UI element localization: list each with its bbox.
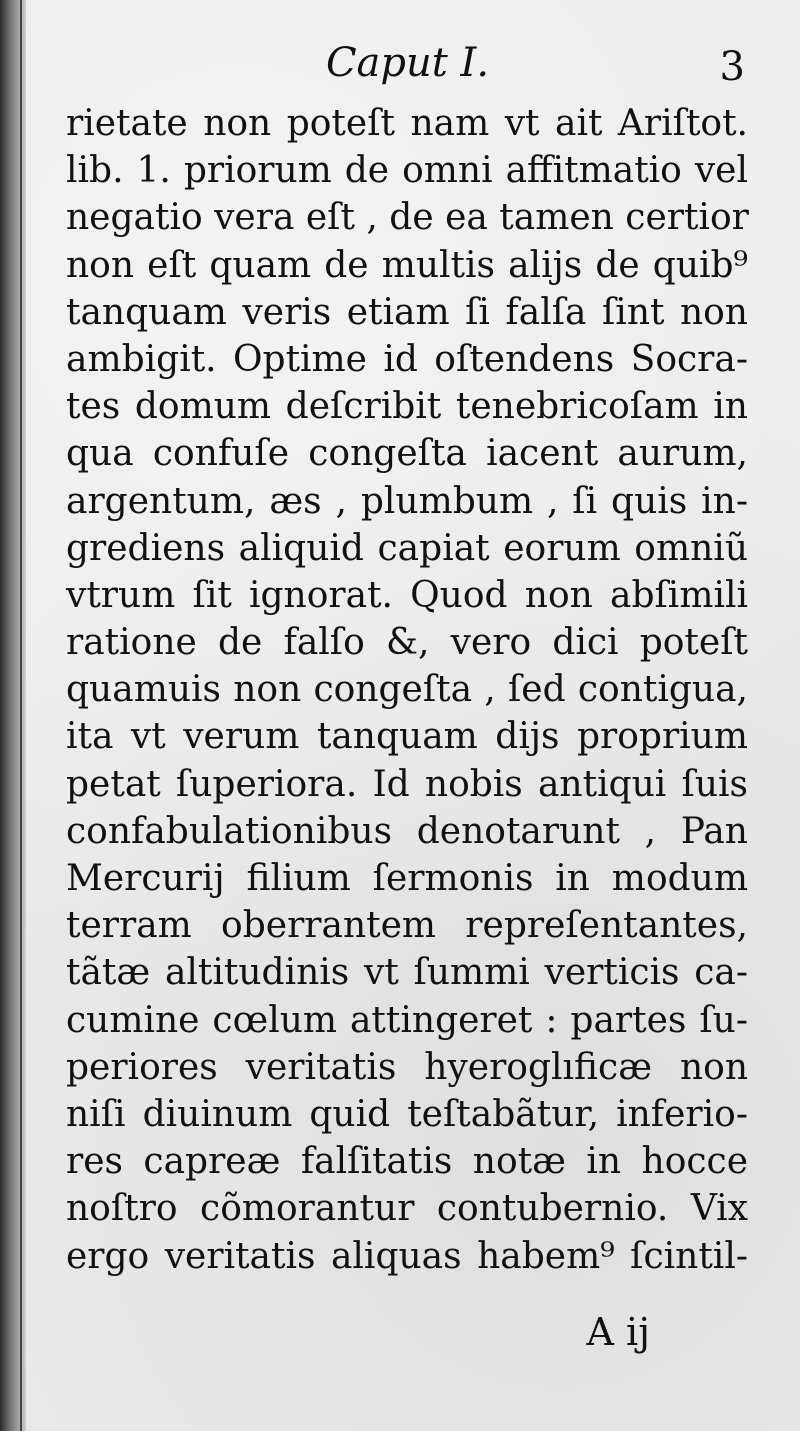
text-line: petat ſuperiora. Id nobis antiqui ſuis	[66, 763, 748, 805]
text-line: niſi diuinum quid teſtabãtur, inferio-	[66, 1093, 748, 1135]
body-text	[66, 100, 748, 1280]
running-head: Caput I.	[325, 40, 490, 86]
text-line: ergo veritatis aliquas habem⁹ ſcintil-	[66, 1235, 748, 1277]
signature-mark: A ij	[586, 1310, 650, 1354]
text-line: tes domum deſcribit tenebricoſam in	[66, 386, 748, 428]
text-line: rietate non poteſt nam vt ait Ariſtot.	[66, 103, 748, 144]
text-line: noſtro cõmorantur contubernio. Vix	[66, 1188, 748, 1230]
text-line: qua confuſe congeſta iacent aurum,	[66, 433, 748, 475]
text-line: quamuis non congeſta , ſed contigua,	[66, 669, 748, 711]
text-line: lib. 1. priorum de omni affitmatio vel	[66, 150, 748, 192]
text-line: ratione de falſo &, vero dici poteſt	[66, 622, 748, 664]
gutter-line	[20, 0, 22, 1431]
text-line: confabulationibus denotarunt , Pan	[66, 810, 748, 852]
page-gutter-shadow	[0, 0, 26, 1431]
text-line: res capreæ falſitatis notæ in hocce	[66, 1141, 748, 1183]
text-line: tanquam veris etiam ſi falſa ſint non	[66, 291, 748, 333]
text-line: argentum, æs , plumbum , ſi quis in-	[66, 480, 748, 522]
text-line: non eſt quam de multis alijs de quib⁹	[66, 244, 748, 286]
page-number: 3	[719, 44, 745, 90]
text-line: vtrum ſit ignorat. Quod non abſimili	[66, 574, 748, 616]
page-header	[70, 40, 745, 100]
text-line: tãtæ altitudinis vt ſummi verticis ca-	[66, 952, 748, 994]
text-line: cumine cœlum attingeret : partes ſu-	[66, 999, 748, 1041]
text-line: grediens aliquid capiat eorum omniũ	[66, 527, 748, 569]
text-line: periores veritatis hyeroglıficæ non	[66, 1046, 748, 1088]
text-line: ambigit. Optime id oſtendens Socra-	[66, 338, 748, 380]
text-line: ita vt verum tanquam dijs proprium	[66, 716, 748, 758]
text-line: terram oberrantem repreſentantes,	[66, 905, 748, 947]
text-line: Mercurij filium ſermonis in modum	[66, 858, 748, 899]
text-line: negatio vera eſt , de ea tamen certior	[66, 197, 749, 239]
